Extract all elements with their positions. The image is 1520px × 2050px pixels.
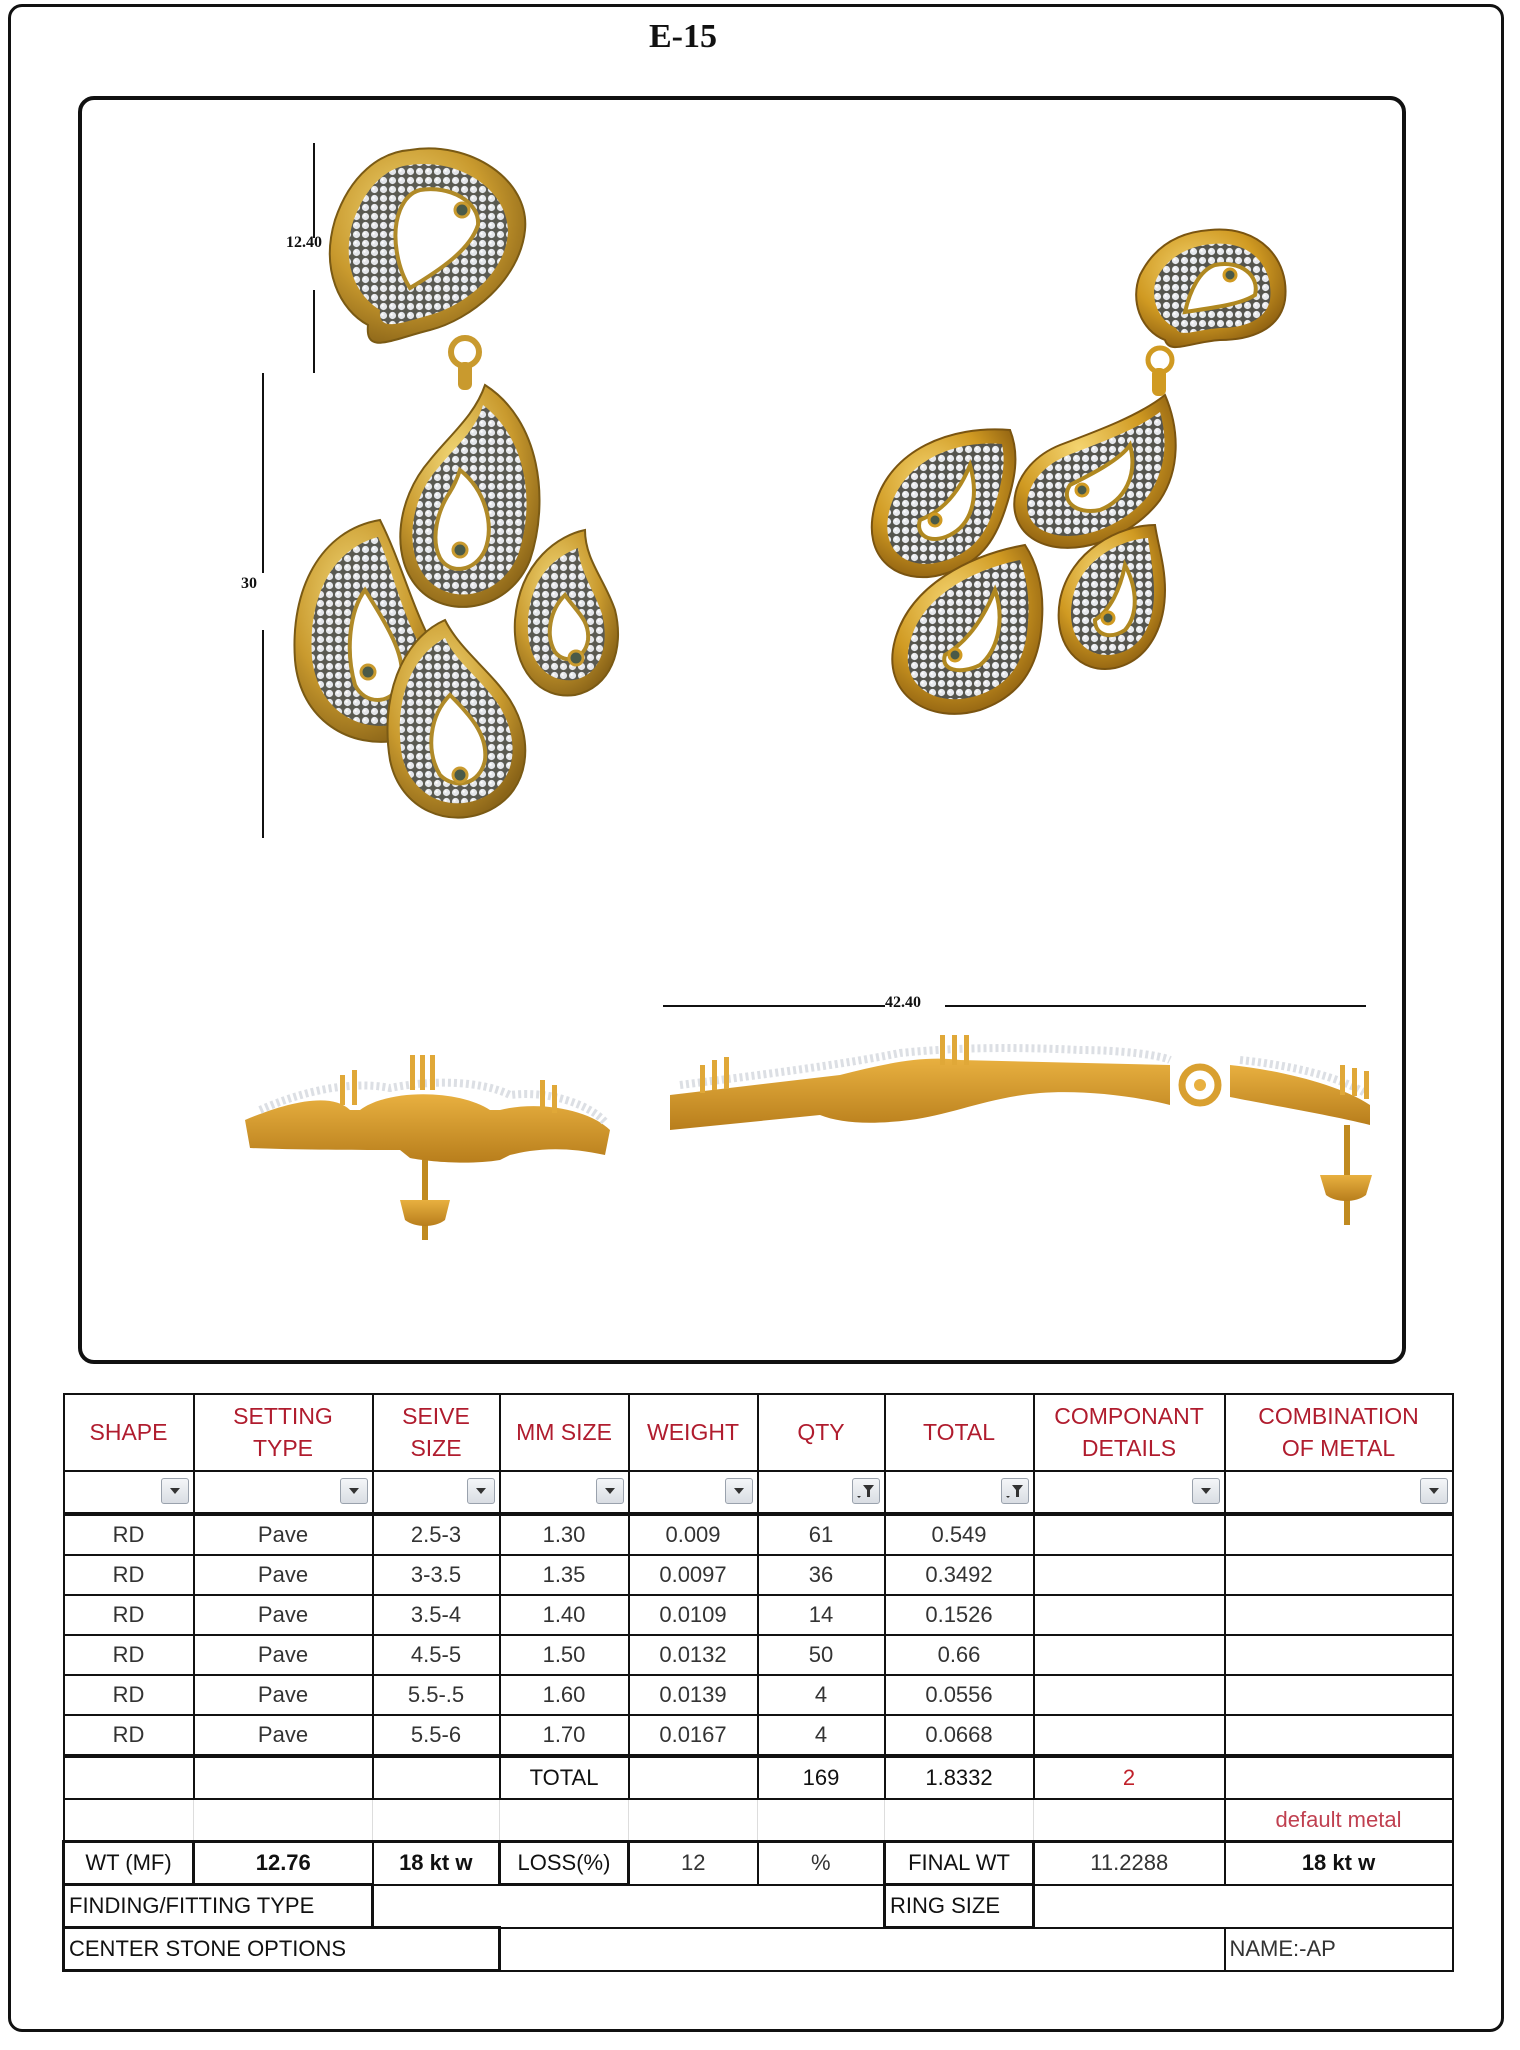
filter-active-qty[interactable] — [852, 1478, 880, 1504]
cell-component — [1034, 1514, 1225, 1555]
loss-unit: % — [758, 1842, 885, 1885]
filter-dropdown-weight[interactable] — [725, 1478, 753, 1504]
cell-shape: RD — [64, 1635, 194, 1675]
finding-label: FINDING/FITTING TYPE — [64, 1885, 373, 1928]
filter-dropdown-seive-size[interactable] — [467, 1478, 495, 1504]
paisley-drop-earring-angled-icon — [820, 220, 1320, 800]
cell-setting: Pave — [194, 1635, 373, 1675]
cell-shape: RD — [64, 1675, 194, 1715]
cell-qty: 4 — [758, 1675, 885, 1715]
cell-metal — [1225, 1635, 1453, 1675]
cell-qty: 61 — [758, 1514, 885, 1555]
filter-dropdown-combination-of-metal[interactable] — [1420, 1478, 1448, 1504]
cell-mm: 1.40 — [500, 1595, 629, 1635]
filter-dropdown-component-details[interactable] — [1192, 1478, 1220, 1504]
cell-setting: Pave — [194, 1715, 373, 1756]
center-stone-label: CENTER STONE OPTIONS — [64, 1928, 500, 1971]
cell-total: 0.0556 — [885, 1675, 1034, 1715]
cell-setting: Pave — [194, 1675, 373, 1715]
design-code-title: E-15 — [649, 18, 717, 55]
cell-seive: 4.5-5 — [373, 1635, 500, 1675]
cell-component — [1034, 1555, 1225, 1595]
cell-metal — [1225, 1514, 1453, 1555]
totals-row — [64, 1756, 1453, 1799]
funnel-filter-icon — [857, 1484, 875, 1498]
dimension-drop-height: 30 — [241, 575, 257, 592]
cell-mm: 1.60 — [500, 1675, 629, 1715]
cell-metal — [1225, 1555, 1453, 1595]
chevron-down-icon — [349, 1488, 359, 1494]
table-row — [64, 1514, 1453, 1555]
funnel-filter-icon — [1006, 1484, 1024, 1498]
cell-seive: 5.5-6 — [373, 1715, 500, 1756]
cell-metal — [1225, 1595, 1453, 1635]
dimension-line-drop-upper — [262, 373, 264, 573]
default-metal-label: default metal — [1225, 1799, 1453, 1842]
filter-dropdown-mm-size[interactable] — [596, 1478, 624, 1504]
header-shape: SHAPE — [64, 1394, 194, 1471]
designer-name: NAME:-AP — [1225, 1928, 1453, 1971]
center-stone-value — [500, 1928, 1225, 1971]
cell-qty: 36 — [758, 1555, 885, 1595]
dimension-line-side-left — [663, 1005, 885, 1007]
cell-setting: Pave — [194, 1595, 373, 1635]
cell-weight: 0.0132 — [629, 1635, 758, 1675]
chevron-down-icon — [476, 1488, 486, 1494]
cell-mm: 1.30 — [500, 1514, 629, 1555]
default-metal-row — [64, 1799, 1453, 1842]
cell-total: 0.1526 — [885, 1595, 1034, 1635]
cell-component — [1034, 1635, 1225, 1675]
cell-total: 0.0668 — [885, 1715, 1034, 1756]
cell-shape: RD — [64, 1595, 194, 1635]
totals-weight: 1.8332 — [885, 1756, 1034, 1799]
header-setting-type: SETTING TYPE — [194, 1394, 373, 1471]
cell-total: 0.66 — [885, 1635, 1034, 1675]
filter-dropdown-setting-type[interactable] — [340, 1478, 368, 1504]
cell-component — [1034, 1675, 1225, 1715]
cell-shape: RD — [64, 1514, 194, 1555]
component-count: 2 — [1034, 1756, 1225, 1799]
header-mm-size: MM SIZE — [500, 1394, 629, 1471]
cell-shape: RD — [64, 1555, 194, 1595]
chevron-down-icon — [170, 1488, 180, 1494]
weight-summary-row — [64, 1842, 1453, 1885]
chevron-down-icon — [1201, 1488, 1211, 1494]
cell-metal — [1225, 1715, 1453, 1756]
cell-mm: 1.50 — [500, 1635, 629, 1675]
cell-setting: Pave — [194, 1555, 373, 1595]
header-qty: QTY — [758, 1394, 885, 1471]
table-row — [64, 1715, 1453, 1756]
table-row — [64, 1675, 1453, 1715]
cell-weight: 0.009 — [629, 1514, 758, 1555]
totals-qty: 169 — [758, 1756, 885, 1799]
table-row — [64, 1595, 1453, 1635]
cell-metal — [1225, 1675, 1453, 1715]
header-seive-size: SEIVE SIZE — [373, 1394, 500, 1471]
cell-total: 0.549 — [885, 1514, 1034, 1555]
cell-weight: 0.0097 — [629, 1555, 758, 1595]
filter-active-total[interactable] — [1001, 1478, 1029, 1504]
wt-mf-label: WT (MF) — [64, 1842, 194, 1885]
cell-qty: 4 — [758, 1715, 885, 1756]
cell-total: 0.3492 — [885, 1555, 1034, 1595]
filter-dropdown-shape[interactable] — [161, 1478, 189, 1504]
chevron-down-icon — [605, 1488, 615, 1494]
cell-weight: 0.0167 — [629, 1715, 758, 1756]
cell-seive: 3.5-4 — [373, 1595, 500, 1635]
final-wt-label: FINAL WT — [885, 1842, 1034, 1885]
cell-seive: 5.5-.5 — [373, 1675, 500, 1715]
cell-shape: RD — [64, 1715, 194, 1756]
earring-side-profile-icon — [240, 1050, 620, 1240]
chevron-down-icon — [734, 1488, 744, 1494]
center-stone-row — [64, 1928, 1453, 1971]
wt-mf-metal: 18 kt w — [373, 1842, 500, 1885]
final-wt-value: 11.2288 — [1034, 1842, 1225, 1885]
cell-seive: 2.5-3 — [373, 1514, 500, 1555]
dimension-line-drop-lower — [262, 630, 264, 838]
ring-size-value — [1034, 1885, 1453, 1928]
finding-value — [373, 1885, 885, 1928]
dimension-line-side-right — [945, 1005, 1366, 1007]
cell-seive: 3-3.5 — [373, 1555, 500, 1595]
table-row — [64, 1555, 1453, 1595]
loss-value: 12 — [629, 1842, 758, 1885]
ring-size-label: RING SIZE — [885, 1885, 1034, 1928]
filter-row — [64, 1471, 1453, 1514]
header-combination-of-metal: COMBINATION OF METAL — [1225, 1394, 1453, 1471]
table-row — [64, 1635, 1453, 1675]
header-component-details: COMPONANT DETAILS — [1034, 1394, 1225, 1471]
cell-qty: 50 — [758, 1635, 885, 1675]
table-header-row — [64, 1394, 1453, 1471]
dimension-side-length: 42.40 — [885, 994, 921, 1011]
paisley-drop-earring-front-icon — [280, 140, 680, 860]
cell-setting: Pave — [194, 1514, 373, 1555]
cell-weight: 0.0139 — [629, 1675, 758, 1715]
cell-qty: 14 — [758, 1595, 885, 1635]
totals-label: TOTAL — [500, 1756, 629, 1799]
cell-mm: 1.35 — [500, 1555, 629, 1595]
final-wt-metal: 18 kt w — [1225, 1842, 1453, 1885]
loss-label: LOSS(%) — [500, 1842, 629, 1885]
finding-row — [64, 1885, 1453, 1928]
dimension-top-height: 12.40 — [286, 234, 322, 251]
cell-component — [1034, 1715, 1225, 1756]
header-weight: WEIGHT — [629, 1394, 758, 1471]
cell-weight: 0.0109 — [629, 1595, 758, 1635]
chevron-down-icon — [1429, 1488, 1439, 1494]
wt-mf-value: 12.76 — [194, 1842, 373, 1885]
stone-spec-table — [62, 1393, 1454, 1972]
cell-mm: 1.70 — [500, 1715, 629, 1756]
header-total: TOTAL — [885, 1394, 1034, 1471]
cell-component — [1034, 1595, 1225, 1635]
earring-side-extended-icon — [660, 1035, 1380, 1235]
